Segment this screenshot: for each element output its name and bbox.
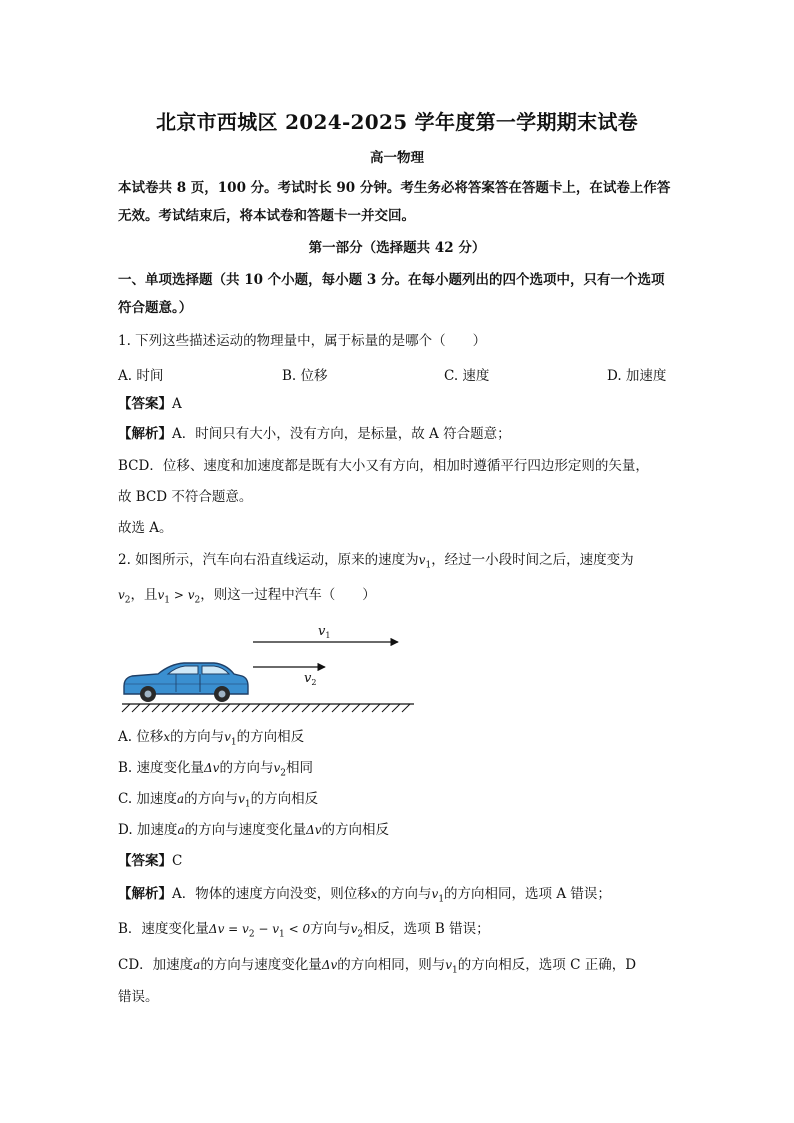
car-icon [124, 663, 248, 702]
analysis-text: 的方向相同，则与 [337, 957, 446, 973]
part-heading: 第一部分（选择题共 42 分） [308, 240, 486, 256]
option-text: D. 加速度 [118, 822, 178, 838]
analysis-tag: 【解析】 [118, 426, 172, 442]
q1-option-c: C. 速度 [444, 368, 490, 384]
v2-letter: v [304, 671, 312, 686]
q2-analysis-cd [118, 955, 688, 980]
analysis-text: 的方向相同，选项 A 错误； [444, 886, 611, 902]
v2-label [304, 671, 316, 687]
q2-stem-2 [118, 585, 688, 610]
subscript: 1 [425, 560, 432, 571]
q1-answer [118, 394, 688, 414]
v2-symbol [273, 761, 286, 779]
option-text: C. 加速度 [118, 791, 177, 807]
q2-answer [118, 851, 688, 871]
answer-value: A [172, 396, 182, 412]
v-letter: v [187, 588, 195, 602]
v1-symbol [418, 553, 432, 571]
q1-option-b: B. 位移 [282, 368, 328, 384]
q2-analysis-b [118, 919, 688, 944]
analysis-text: 方向与 [310, 921, 351, 937]
v-letter: v [273, 761, 281, 775]
q2-analysis-cd-end: 错误。 [118, 989, 159, 1005]
analysis-text: 的方向相反，选项 C 正确，D [457, 957, 637, 973]
analysis-tag: 【解析】 [118, 886, 172, 902]
a-symbol: a [177, 823, 185, 837]
subject-title: 高一物理 [370, 150, 424, 166]
analysis-text: 的方向与速度变化量 [200, 957, 322, 973]
v-letter: v [224, 730, 231, 744]
analysis-text: CD．加速度 [118, 957, 194, 973]
x-symbol: x [370, 887, 378, 901]
eq-part: Δv = v [208, 922, 249, 936]
v1-symbol [224, 730, 237, 748]
eq-part: − v [254, 922, 280, 936]
section-line-1: 一、单项选择题（共 10 个小题，每小题 3 分。在每小题列出的四个选项中，只有一个选项 [118, 272, 665, 288]
instructions-line-1: 本试卷共 8 页，100 分。考试时长 90 分钟。考生务必将答案答在答题卡上，在试卷上作答 [118, 180, 671, 196]
v1-label [318, 624, 330, 640]
page-title: 北京市西城区 2024-2025 学年度第一学期期末试卷 [156, 110, 638, 134]
x-symbol: x [163, 730, 171, 744]
option-text: 的方向与 [170, 729, 225, 745]
subscript: 2 [248, 929, 255, 940]
q1-analysis-2: BCD．位移、速度和加速度都是既有大小又有方向，相加时遵循平行四边形定则的矢量， [118, 458, 649, 474]
subscript: 1 [452, 965, 458, 976]
subscript: 2 [194, 595, 201, 606]
q1-analysis-3: 故 BCD 不符合题意。 [118, 489, 253, 505]
v1-symbol [431, 887, 445, 905]
subscript: 1 [230, 737, 237, 748]
v1-gt-v2 [157, 588, 201, 606]
v1-symbol [445, 958, 458, 976]
delta-v-symbol: Δv [321, 958, 338, 972]
q2-stem-1 [118, 550, 688, 575]
option-text: A. 位移 [118, 729, 164, 745]
option-text: 的方向与 [184, 791, 239, 807]
option-text: 的方向与速度变化量 [184, 822, 307, 838]
q1-analysis-1 [118, 424, 688, 444]
option-text: 的方向相反 [250, 791, 319, 807]
analysis-text: B．速度变化量 [118, 921, 209, 937]
v-letter: v [418, 553, 426, 567]
delta-v-symbol: Δv [204, 761, 220, 775]
q2-option-b [118, 758, 688, 783]
analysis-text: A．时间只有大小，没有方向，是标量，故 A 符合题意； [172, 426, 511, 442]
q1-option-a: A. 时间 [118, 368, 164, 384]
answer-value: C [172, 853, 183, 869]
v-letter: v [431, 887, 439, 901]
option-text: 的方向相反 [321, 822, 390, 838]
subscript: 1 [164, 595, 171, 606]
subscript: 1 [244, 799, 251, 810]
q1-option-d: D. 加速度 [607, 368, 667, 384]
v-letter: v [157, 588, 165, 602]
answer-tag: 【答案】 [118, 396, 172, 412]
v2-symbol [118, 588, 131, 606]
delta-v-equation [208, 922, 311, 940]
subscript: 1 [279, 929, 285, 940]
q1-stem: 1. 下列这些描述运动的物理量中，属于标量的是哪个（ ） [118, 333, 487, 349]
a-symbol: a [176, 792, 185, 806]
delta-v-symbol: Δv [306, 823, 322, 837]
subscript: 2 [280, 768, 286, 779]
v1-symbol [238, 792, 251, 810]
v2-symbol [350, 922, 364, 940]
v2-subscript: 2 [311, 678, 317, 687]
option-text: B. 速度变化量 [118, 760, 205, 776]
q2-analysis-a [118, 884, 688, 909]
v-letter: v [118, 588, 125, 602]
option-text: 的方向与 [219, 760, 274, 776]
q2-option-a [118, 727, 688, 752]
v1-letter: v [318, 624, 326, 639]
eq-part: < 0 [284, 922, 311, 936]
instructions-line-2: 无效。考试结束后，将本试卷和答题卡一并交回。 [118, 208, 415, 224]
q2-option-d [118, 820, 688, 840]
option-text: 的方向相反 [236, 729, 305, 745]
v-letter: v [445, 958, 453, 972]
v-letter: v [350, 922, 358, 936]
analysis-text: A．物体的速度方向没变，则位移 [172, 886, 371, 902]
option-text: 相同 [285, 760, 313, 776]
stem-text: ，则这一过程中汽车（ ） [200, 587, 376, 603]
q2-option-c [118, 789, 688, 814]
a-symbol: a [193, 958, 201, 972]
stem-text: 2. 如图所示，汽车向右沿直线运动，原来的速度为 [118, 552, 419, 568]
subscript: 1 [438, 894, 445, 905]
subscript: 2 [124, 595, 131, 606]
ground-hatching [122, 704, 414, 712]
answer-tag: 【答案】 [118, 853, 172, 869]
analysis-text: 的方向与 [377, 886, 432, 902]
gt-sign: > [170, 588, 188, 602]
car-velocity-figure [118, 618, 418, 718]
stem-text: ，经过一小段时间之后，速度变为 [431, 552, 634, 568]
q1-conclusion: 故选 A。 [118, 520, 173, 536]
v1-subscript: 1 [325, 631, 331, 640]
stem-text: ，且 [130, 587, 158, 603]
section-line-2: 符合题意。） [118, 300, 193, 316]
analysis-text: 相反，选项 B 错误； [363, 921, 490, 937]
v-letter: v [238, 792, 245, 806]
subscript: 2 [357, 929, 364, 940]
